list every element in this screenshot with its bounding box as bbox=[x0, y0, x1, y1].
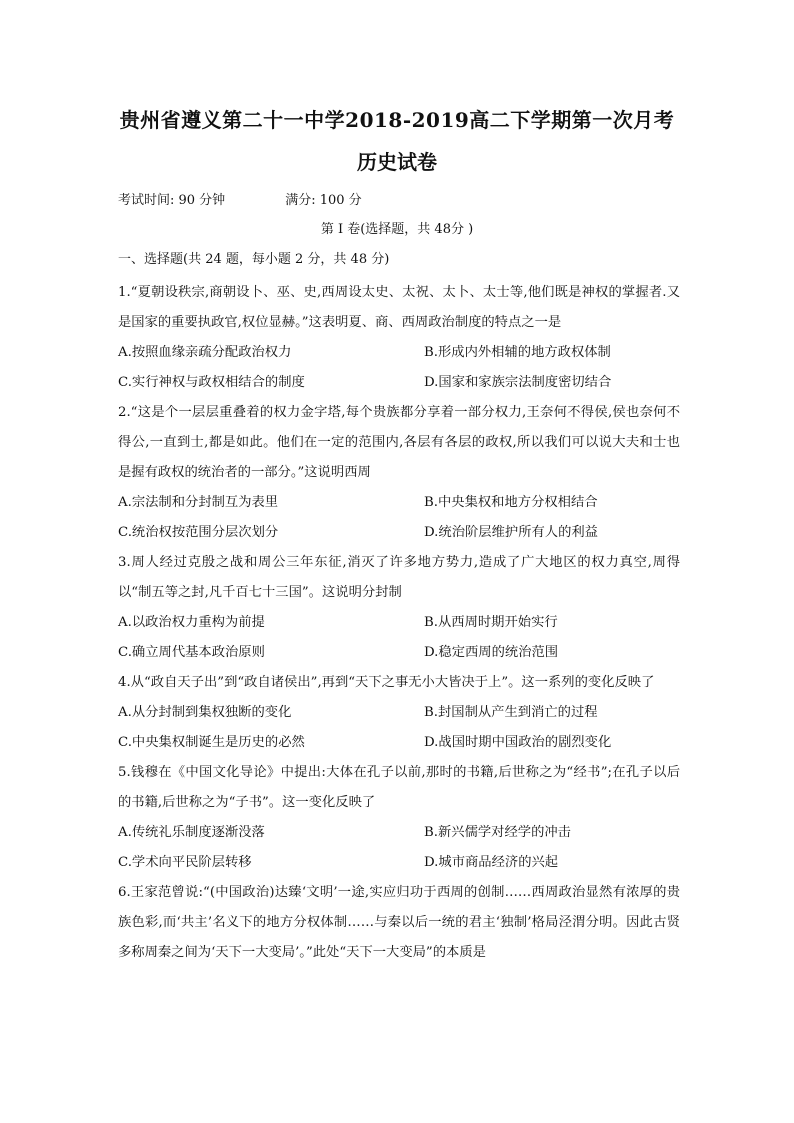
question-stem: 4.从“政自天子出”到“政自诸侯出”,再到“天下之事无小大皆决于上”。这一系列的变化反映了 bbox=[118, 675, 655, 690]
full-score: 满分: 100 分 bbox=[285, 193, 362, 208]
option: B.从西周时期开始实行 bbox=[424, 615, 558, 630]
option: C.学术向平民阶层转移 bbox=[118, 855, 252, 870]
option: C.实行神权与政权相结合的制度 bbox=[118, 375, 305, 390]
question-list bbox=[118, 278, 680, 968]
exam-time: 考试时间: 90 分钟 bbox=[118, 193, 226, 208]
option: A.宗法制和分封制互为表里 bbox=[118, 495, 279, 510]
option: D.战国时期中国政治的剧烈变化 bbox=[424, 735, 612, 750]
option: C.中央集权制诞生是历史的必然 bbox=[118, 735, 305, 750]
option-grid bbox=[118, 608, 680, 668]
question-stem: 2.“这是个一层层重叠着的权力金字塔,每个贵族都分享着一部分权力,王奈何不得侯,侯也奈何不得公,一直到士,都是如此。他们在一定的范围内,各层有各层的政权,所以我们可以说大夫和士也是握有政权的统治者的一部分。”这说明西周 bbox=[118, 405, 680, 480]
option: D.统治阶层维护所有人的利益 bbox=[424, 525, 598, 540]
option: B.形成内外相辅的地方政权体制 bbox=[424, 345, 611, 360]
option: D.城市商品经济的兴起 bbox=[424, 855, 559, 870]
option: B.封国制从产生到消亡的过程 bbox=[424, 705, 598, 720]
exam-subtitle: 历史试卷 bbox=[357, 150, 437, 174]
option: D.稳定西周的统治范围 bbox=[424, 645, 559, 660]
question-stem: 1.“夏朝设秩宗,商朝设卜、巫、史,西周设太史、太祝、太卜、太士等,他们既是神权的掌握者.又是国家的重要执政官,权位显赫。”这表明夏、商、西周政治制度的特点之一是 bbox=[118, 285, 680, 330]
question bbox=[118, 758, 680, 878]
exam-meta bbox=[118, 189, 362, 208]
question-stem: 3.周人经过克殷之战和周公三年东征,消灭了许多地方势力,造成了广大地区的权力真空,周得以“制五等之封,凡千百七十三国”。这说明分封制 bbox=[118, 555, 680, 600]
question bbox=[118, 278, 680, 398]
option: A.按照血缘亲疏分配政治权力 bbox=[118, 345, 292, 360]
option-grid bbox=[118, 338, 680, 398]
question-stem: 6.王家范曾说:“(中国政治)达臻‘文明’一途,实应归功于西周的创制……西周政治显然有浓厚的贵族色彩,而‘共主’名义下的地方分权体制……与秦以后一统的君主‘独制’格局泾渭分明。因此古贤多称周秦之间为‘天下一大变局’。”此处“天下一大变局”的本质是 bbox=[118, 885, 680, 960]
question bbox=[118, 548, 680, 668]
option: C.统治权按范围分层次划分 bbox=[118, 525, 279, 540]
option: A.传统礼乐制度逐渐没落 bbox=[118, 825, 265, 840]
option: B.新兴儒学对经学的冲击 bbox=[424, 825, 571, 840]
exam-title: 贵州省遵义第二十一中学2018-2019高二下学期第一次月考 bbox=[119, 108, 675, 132]
option-grid bbox=[118, 698, 680, 758]
question-stem: 5.钱穆在《中国文化导论》中提出:大体在孔子以前,那时的书籍,后世称之为“经书”;在孔子以后的书籍,后世称之为“子书”。这一变化反映了 bbox=[118, 765, 680, 810]
question bbox=[118, 668, 680, 758]
option: A.以政治权力重构为前提 bbox=[118, 615, 265, 630]
question bbox=[118, 398, 680, 548]
option-grid bbox=[118, 488, 680, 548]
option-grid bbox=[118, 818, 680, 878]
option: C.确立周代基本政治原则 bbox=[118, 645, 265, 660]
option: A.从分封制到集权独断的变化 bbox=[118, 705, 292, 720]
option: B.中央集权和地方分权相结合 bbox=[424, 495, 598, 510]
section-heading: 第 I 卷(选择题，共 48分 ) bbox=[320, 222, 474, 237]
part-heading: 一、选择题(共 24 题，每小题 2 分，共 48 分) bbox=[118, 252, 390, 267]
question bbox=[118, 878, 680, 968]
option: D.国家和家族宗法制度密切结合 bbox=[424, 375, 612, 390]
